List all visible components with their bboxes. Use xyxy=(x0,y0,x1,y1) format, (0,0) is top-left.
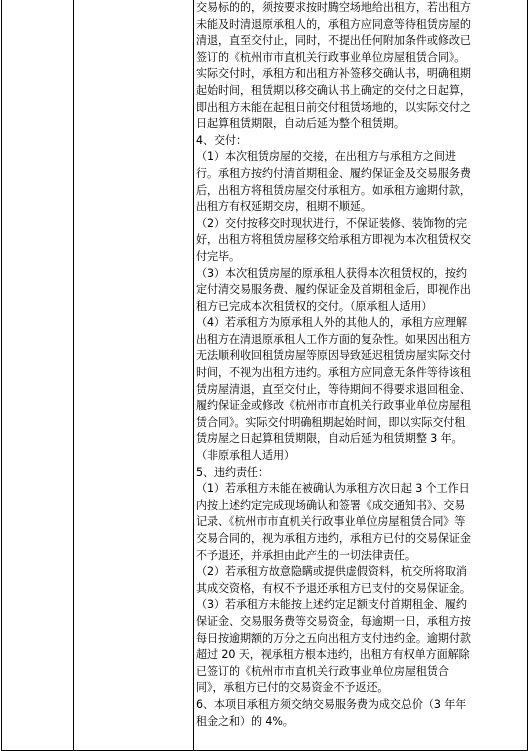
text-line: 记录、《杭州市市直机关行政事业单位房屋租赁合同》等 xyxy=(196,515,466,529)
text-line: （3）若承租方未能按上述约定足额支付首期租金、履约 xyxy=(196,598,467,612)
text-line: 行。承租方按约付清首期租金、履约保证金及交易服务费 xyxy=(196,166,471,180)
text-line: 租方已完成本次租赁权的交付。（原承租人适用） xyxy=(196,299,433,313)
text-line: 其成交资格，有权不予退还承租方已支付的交易保证金。 xyxy=(196,581,471,595)
text-line: 赁房屋之日起算租赁期限，自动后延为租赁期整 3 年。 xyxy=(196,432,463,446)
text-line: 内按上述约定完成现场确认和签署《成交通知书》、交易 xyxy=(196,498,466,512)
text-line: （4）若承租方为原承租人外的其他人的，承租方应理解 xyxy=(196,316,467,330)
text-line: 签订的《杭州市市直机关行政事业单位房屋租赁合同》。 xyxy=(196,50,466,64)
text-line: 交易标的的，须按要求按时腾空场地给出租方，若出租方 xyxy=(196,1,471,14)
text-line: 不予退还，并承担由此产生的一切法律责任。 xyxy=(196,548,416,562)
section-heading: 4、交付： xyxy=(196,133,247,147)
column-divider xyxy=(193,0,194,750)
text-line: 出租方有权延期交房，租期不顺延。 xyxy=(196,200,372,214)
text-line: 定付清交易服务费、履约保证金及首期租金后，即视作出 xyxy=(196,283,471,297)
column-divider xyxy=(73,0,74,750)
text-line: （非原承租人适用） xyxy=(196,449,295,463)
text-line: 即出租方未能在起租日前交付租赁场地的，以实际交付之 xyxy=(196,100,471,114)
terms-text xyxy=(196,0,522,730)
text-line: 赁房屋清退，直至交付止，等待期间不得要求退回租金、 xyxy=(196,382,471,396)
text-line: 租金之和）的 4%。 xyxy=(196,714,294,728)
section-heading: 5、违约责任： xyxy=(196,465,269,479)
text-line: 付完毕。 xyxy=(196,249,240,263)
text-line: 实际交付时，承租方和出租方补签移交确认书，明确租期 xyxy=(196,67,471,81)
text-line: 交易合同的，视为承租方违约，承租方已付的交易保证金 xyxy=(196,532,471,545)
text-line: 无法顺利收回租赁房屋等原因导致延迟租赁房屋实际交付 xyxy=(196,349,471,363)
text-line: 同》，承租方已付的交易资金不予返还。 xyxy=(196,681,389,695)
text-line: （3）本次租赁房屋的原承租人获得本次租赁权的，按约 xyxy=(196,266,467,280)
section-heading: 6、本项目承租方须交纳交易服务费为成交总价（3 年年 xyxy=(196,697,467,711)
text-line: 时间，不视为出租方违约。承租方应同意无条件等待该租 xyxy=(196,366,471,380)
text-line: 履约保证金或修改《杭州市市直机关行政事业单位房屋租 xyxy=(196,399,471,413)
text-line: 未能及时清退原承租人的，承租方应同意等待租赁房屋的 xyxy=(196,17,471,31)
text-line: （2）若承租方故意隐瞒或提供虚假资料，杭交所将取消 xyxy=(196,565,467,579)
text-line: 已签订的《杭州市市直机关行政事业单位房屋租赁合 xyxy=(196,664,449,678)
text-line: （2）交付按移交时现状进行，不保证装修、装饰物的完 xyxy=(196,216,467,230)
text-line: 出租方在清退原承租人工作方面的复杂性。如果因出租方 xyxy=(196,332,471,346)
text-line: 赁合同》。实际交付明确租期起始时间，即以实际交付租 xyxy=(196,415,466,429)
text-line: 起始时间，租赁期以移交确认书上确定的交付之日起算， xyxy=(196,83,471,97)
text-line: （1）本次租赁房屋的交接，在出租方与承租方之间进 xyxy=(196,150,456,164)
text-line: 清退，直至交付止，同时，不提出任何附加条件或修改已 xyxy=(196,34,471,48)
text-line: 保证金、交易服务费等交易资金，每逾期一日，承租方按 xyxy=(196,614,471,628)
text-line: 后，出租方将租赁房屋交付承租方。如承租方逾期付款， xyxy=(196,183,471,197)
text-line: 每日按逾期额的万分之五向出租方支付违约金。逾期付款 xyxy=(196,631,471,645)
text-line: 日起算租赁期限，自动后延为整个租赁期。 xyxy=(196,117,405,131)
text-line: 好，出租方将租赁房屋移交给承租方即视为本次租赁权交 xyxy=(196,233,471,247)
text-line: （1）若承租方未能在被确认为承租方次日起 3 个工作日 xyxy=(196,482,470,496)
text-line: 超过 20 天，视承租方根本违约，出租方有权单方面解除 xyxy=(196,648,470,662)
